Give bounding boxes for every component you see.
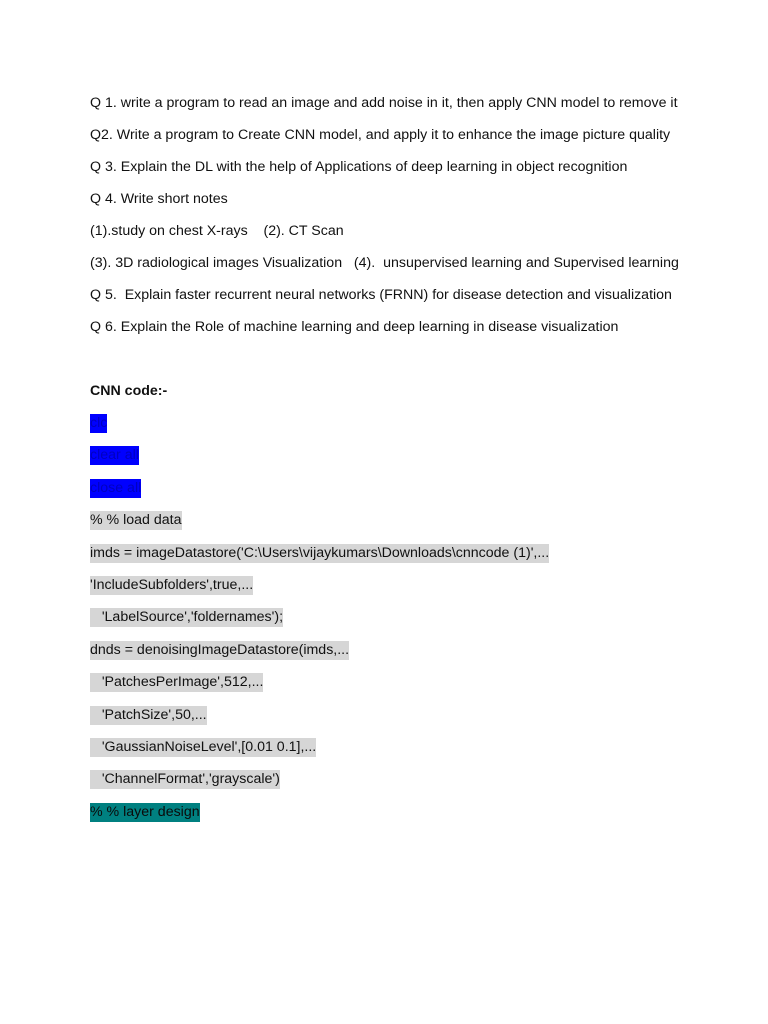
code-line <box>90 574 690 596</box>
code-line <box>90 542 690 564</box>
code-text: clc <box>90 415 108 431</box>
code-line <box>90 477 690 499</box>
code-text: % % layer design <box>90 803 200 820</box>
code-text: clear all <box>90 447 139 464</box>
code-line <box>90 412 690 434</box>
code-text: 'ChannelFormat','grayscale') <box>90 771 280 788</box>
code-line <box>90 671 690 693</box>
code-text: 'PatchSize',50,... <box>90 706 207 723</box>
code-text: 'PatchesPerImage',512,... <box>90 674 264 691</box>
code-text: 'IncludeSubfolders',true,... <box>90 576 254 593</box>
question-2: Q2. Write a program to Create CNN model, and apply it to enhance the image picture quality <box>90 127 671 143</box>
code-text: close all <box>90 479 142 496</box>
code-line <box>90 639 690 661</box>
code-line <box>90 444 690 466</box>
question-6: Q 6. Explain the Role of machine learning and deep learning in disease visualization <box>90 319 619 335</box>
code-line <box>90 704 690 726</box>
question-3: Q 3. Explain the DL with the help of Applications of deep learning in object recognition <box>90 159 628 175</box>
code-text: imds = imageDatastore('C:\Users\vijaykumars\Downloads\cnncode (1)',... <box>90 544 550 561</box>
code-text: 'GaussianNoiseLevel',[0.01 0.1],... <box>90 738 317 755</box>
code-line <box>90 606 690 628</box>
code-text: % % load data <box>90 512 182 529</box>
code-line <box>90 509 690 531</box>
question-1: Q 1. write a program to read an image and add noise in it, then apply CNN model to remove it <box>90 95 678 111</box>
code-text: dnds = denoisingImageDatastore(imds,... <box>90 641 350 658</box>
question-5: Q 5. Explain faster recurrent neural networks (FRNN) for disease detection and visualization <box>90 287 672 303</box>
question-4-items-1-2: (1).study on chest X-rays (2). CT Scan <box>90 223 344 239</box>
code-line <box>90 736 690 758</box>
code-line <box>90 768 690 790</box>
document-page <box>90 92 690 833</box>
code-line <box>90 801 690 823</box>
question-4: Q 4. Write short notes <box>90 191 228 207</box>
code-heading: CNN code:- <box>90 383 168 399</box>
section-spacer <box>90 348 690 380</box>
question-4-items-3-4: (3). 3D radiological images Visualization (4). unsupervised learning and Supervised learning <box>90 255 679 271</box>
code-text: 'LabelSource','foldernames'); <box>90 609 284 626</box>
